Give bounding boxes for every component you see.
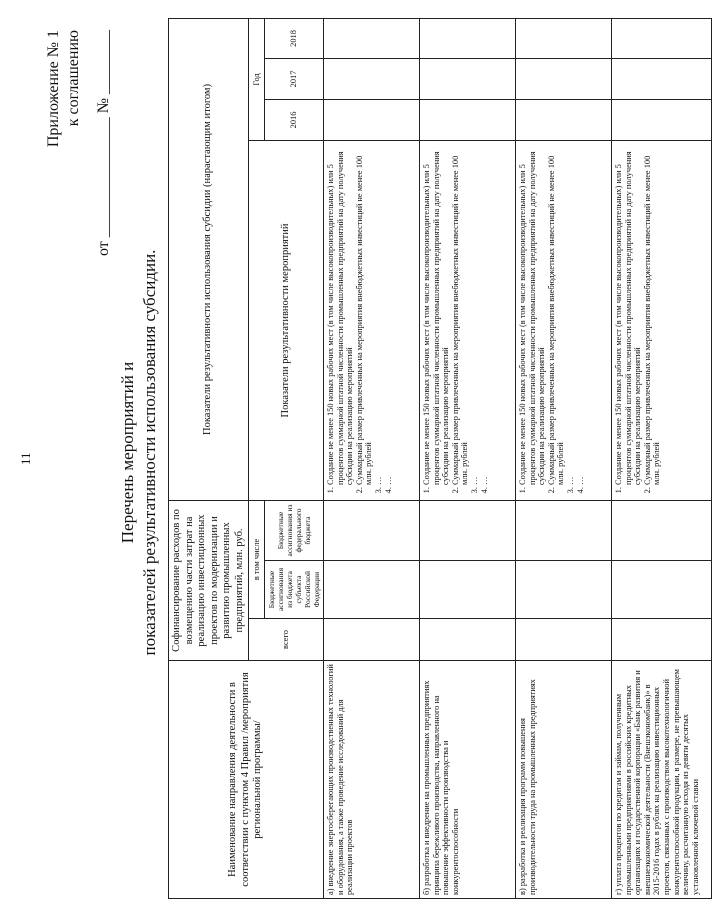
indicators-cell	[612, 140, 712, 500]
indicator-item: 1. Создание не менее 150 новых рабочих мест (в том числе высокопроизводительных) или 5 процентов суммарной штатной численности промышленных предприятий на дату получения субсидии на реализацию мероприятий	[518, 144, 547, 485]
indicator-item: 1. Создание не менее 150 новых рабочих мест (в том числе высокопроизводительных) или 5 процентов суммарной штатной численности промышленных предприятий на дату получения субсидии на реализацию мероприятий	[614, 144, 643, 485]
header-year-2017: 2017	[265, 58, 324, 99]
direction-name: а) внедрение энергосберегающих производственных технологий и оборудования, а также проведение исследований для реализации проектов	[324, 661, 420, 899]
header-federal-budget: Бюджетные ассигнования из федерального бюджета	[265, 500, 324, 560]
indicator-item: 3. …	[470, 144, 480, 485]
title-line-1: Перечень мероприятий и	[118, 361, 137, 544]
page-number: 11	[18, 452, 33, 465]
indicator-item: 1. Создание не менее 150 новых рабочих мест (в том числе высокопроизводительных) или 5 процентов суммарной штатной численности промышленных предприятий на дату получения субсидии на реализацию мероприятий	[422, 144, 451, 485]
header-year-2018: 2018	[265, 18, 324, 58]
number-label: №	[95, 98, 112, 114]
indicator-item: 4. …	[480, 144, 490, 485]
indicator-item: 4. …	[384, 144, 394, 485]
indicator-item: 2. Суммарный размер привлеченных на мероприятия внебюджетных инвестиций не менее 100 млн. рублей	[355, 144, 374, 485]
value-cell	[516, 18, 612, 58]
value-cell	[324, 500, 420, 560]
appendix-block	[44, 30, 114, 256]
indicator-item: 2. Суммарный размер привлеченных на мероприятия внебюджетных инвестиций не менее 100 млн. рублей	[643, 144, 662, 485]
indicator-item: 2. Суммарный размер привлеченных на мероприятия внебюджетных инвестиций не менее 100 млн. рублей	[451, 144, 470, 485]
title-line-2: показателей результативности использования субсидии.	[140, 249, 159, 656]
value-cell	[324, 99, 420, 140]
value-cell	[420, 500, 516, 560]
value-cell	[612, 561, 712, 619]
from-label: от	[95, 241, 112, 257]
appendix-title: Приложение № 1	[45, 30, 62, 148]
header-cofinancing: Софинансирование расходов по возмещению части затрат на реализацию инвестиционных проектов по модернизации и развитию промышленных предприятий, млн. руб.	[169, 500, 249, 660]
indicator-item: 4. …	[576, 144, 586, 485]
indicators-table	[168, 18, 712, 899]
value-cell	[516, 500, 612, 560]
indicator-item: 1. Создание не менее 150 новых рабочих мест (в том числе высокопроизводительных) или 5 процентов суммарной штатной численности промышленных предприятий на дату получения субсидии на реализацию мероприятий	[326, 144, 355, 485]
value-cell	[612, 619, 712, 661]
direction-name: г) уплата процентов по кредитам и займам, полученным промышленными предприятиями в российских кредитных организациях и государственной корпорации «Банк развития и внешнеэкономической деятельности (Внешэкономбанк)» в 2015-2016 годах в рублях на реализацию инвестиционных проектов, связанных с производством высокотехнологичной конкурентоспособной продукции, в размере, не превышающем величину, рассчитанную исходя из девяти десятых установленной ключевой ставки	[612, 661, 712, 899]
table-row	[420, 18, 516, 898]
date-blank: _______________	[95, 117, 112, 238]
value-cell	[324, 619, 420, 661]
appendix-subtitle: к соглашению	[65, 30, 82, 127]
header-year-2016: 2016	[265, 99, 324, 140]
agreement-date-line	[94, 30, 114, 256]
value-cell	[420, 99, 516, 140]
header-total: всего	[249, 619, 324, 661]
value-cell	[612, 18, 712, 58]
indicators-cell	[324, 140, 420, 500]
header-year: Год	[249, 18, 265, 140]
indicator-item: 2. Суммарный размер привлеченных на мероприятия внебюджетных инвестиций не менее 100 млн. рублей	[547, 144, 566, 485]
number-blank: ________	[95, 30, 112, 94]
value-cell	[420, 58, 516, 99]
indicator-item: 3. …	[374, 144, 384, 485]
header-regional-budget: Бюджетные ассигнования из бюджета субъекта Российской Федерации	[265, 561, 324, 619]
value-cell	[516, 99, 612, 140]
indicators-cell	[516, 140, 612, 500]
indicators-cell	[420, 140, 516, 500]
value-cell	[324, 58, 420, 99]
table-row	[324, 18, 420, 898]
indicator-item: 3. …	[566, 144, 576, 485]
value-cell	[420, 619, 516, 661]
value-cell	[324, 561, 420, 619]
header-in-that-number: в том числе	[249, 500, 265, 618]
value-cell	[612, 99, 712, 140]
value-cell	[612, 500, 712, 560]
value-cell	[420, 561, 516, 619]
table-row	[612, 18, 712, 898]
value-cell	[516, 561, 612, 619]
table-row	[516, 18, 612, 898]
header-indicators: Показатели результативности использования субсидии (нарастающим итогом)	[169, 18, 249, 500]
direction-name: б) разработка и внедрение на промышленных предприятиях принципа бережливого производства, направленного на повышение эффективности производства и конкурентоспособности	[420, 661, 516, 899]
value-cell	[516, 58, 612, 99]
value-cell	[324, 18, 420, 58]
value-cell	[516, 619, 612, 661]
value-cell	[420, 18, 516, 58]
value-cell	[612, 58, 712, 99]
header-indicator-name: Показатели результативности мероприятий	[249, 140, 324, 500]
header-direction: Наименование направления деятельности в соответствии с пунктом 4 Правил /мероприятия региональной программы/	[169, 661, 324, 899]
direction-name: в) разработка и реализация программ повышения производительности труда на промышленных предприятиях	[516, 661, 612, 899]
